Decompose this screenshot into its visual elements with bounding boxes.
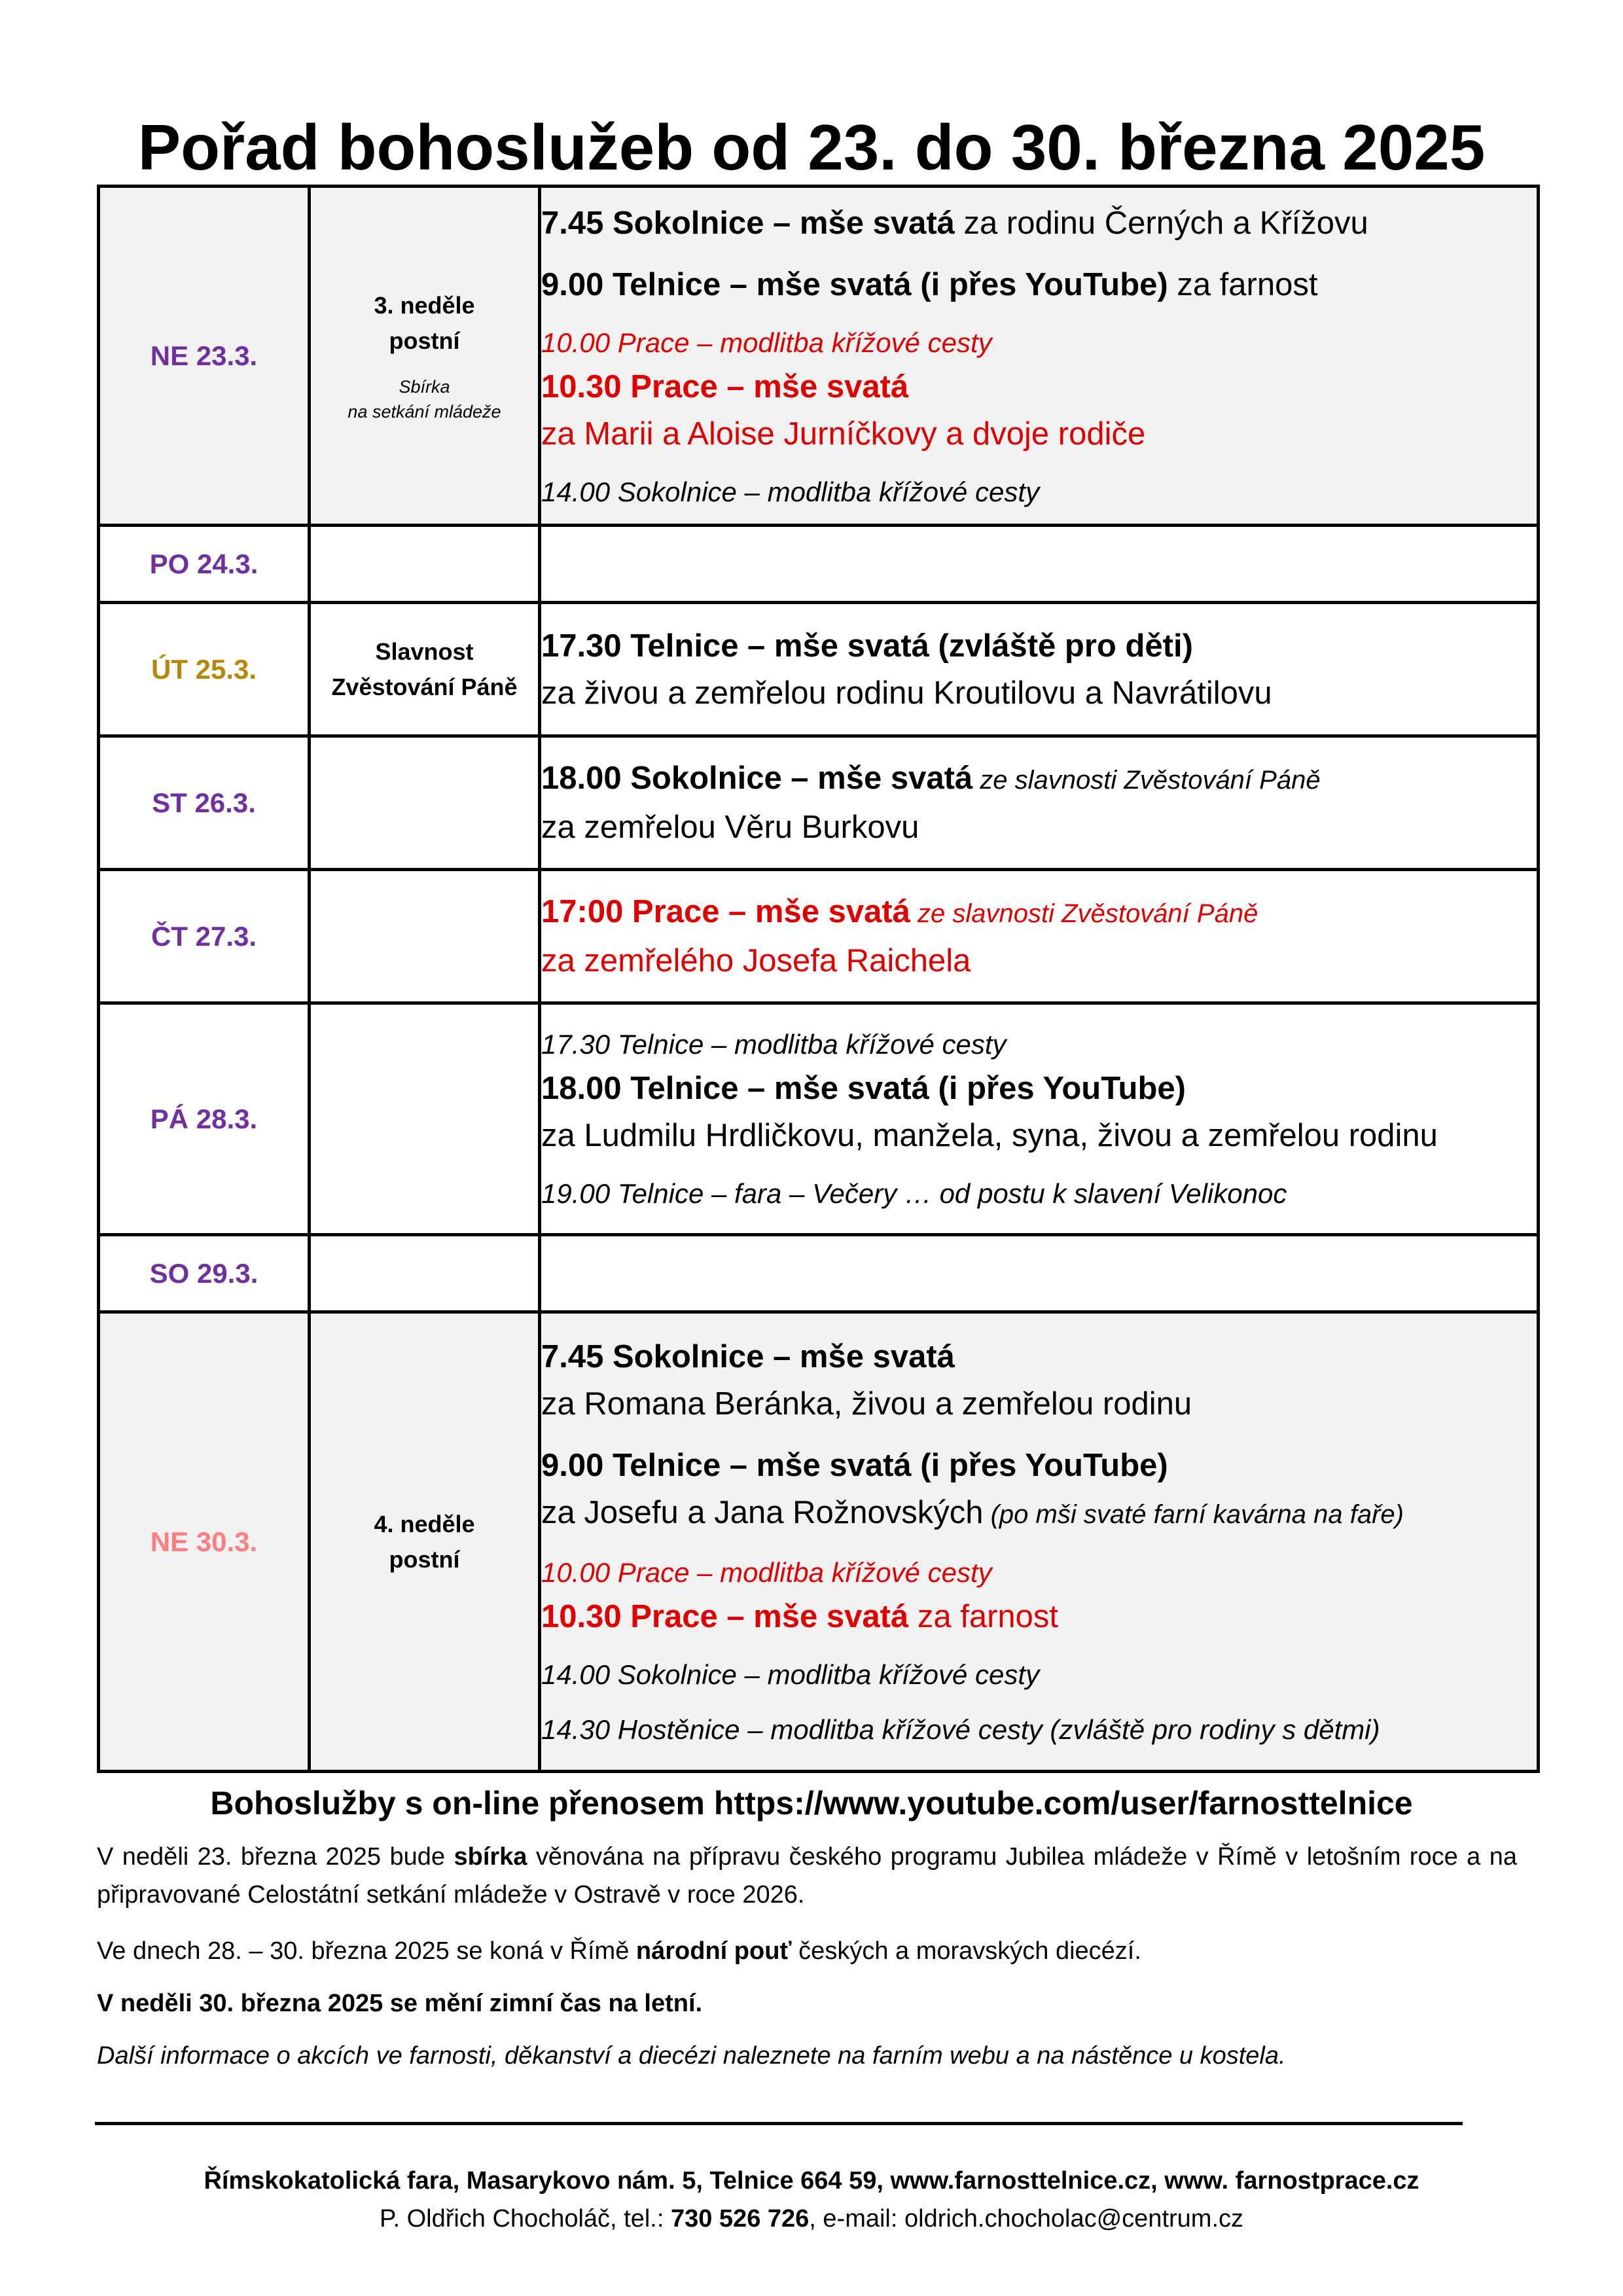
table-row [99,870,1539,1003]
event-line: za Ludmilu Hrdličkovu, manžela, syna, živou a zemřelou rodinu [541,1117,1438,1153]
event-line: 19.00 Telnice – fara – Večery … od postu k slavení Velikonoc [541,1177,1287,1209]
notice-paragraph: Další informace o akcích ve farnosti, děkanství a diecézi naleznete na farním webu a na nástěnce u kostela. [97,2042,1286,2070]
day-cell: ÚT 25.3. [99,603,310,736]
event-line: 17.30 Telnice – mše svatá (zvláště pro děti) [541,628,1193,664]
event-line: 17.30 Telnice – modlitba křížové cesty [541,1028,1007,1060]
events-cell [540,1003,1539,1235]
events-cell [540,603,1539,736]
event-line: 10.30 Prace – mše svatá za farnost [541,1599,1059,1634]
event-line: 7.45 Sokolnice – mše svatá [541,1339,955,1374]
event-line: 9.00 Telnice – mše svatá (i přes YouTube) [541,1448,1168,1483]
day-cell: ST 26.3. [99,736,310,870]
event-line: 18.00 Sokolnice – mše svatá ze slavnosti Zvěstování Páně [541,761,1321,796]
events-cell [540,187,1539,526]
online-broadcast-link[interactable]: Bohoslužby s on-line přenosem https://www.youtube.com/user/farnosttelnice [210,1785,1413,1821]
event-line: za Romana Beránka, živou a zemřelou rodinu [541,1386,1192,1422]
day-cell: NE 23.3. [99,187,310,526]
event-line: 17:00 Prace – mše svatá ze slavnosti Zvěstování Páně [541,894,1258,929]
events-cell [540,870,1539,1003]
table-row [99,526,1539,603]
table-row [99,736,1539,870]
feast-name: Zvěstování Páně [331,673,518,700]
event-line: za Josefu a Jana Rožnovských (po mši svaté farní kavárna na faře) [541,1495,1404,1530]
page-title: Pořad bohoslužeb od 23. do 30. března 2025 [137,111,1486,183]
feast-cell [310,603,540,736]
feast-cell [310,1312,540,1772]
table-row [99,1312,1539,1772]
event-line: 9.00 Telnice – mše svatá (i přes YouTube) za farnost [541,266,1318,302]
notice-paragraph: V neděli 23. března 2025 bude sbírka věnována na přípravu českého programu Jubilea mládeže v Římě v letošním roce a na připravované Celostátní setkání mládeže v Ostravě v roce 2026. [97,1843,1517,1909]
collection-note: na setkání mládeže [348,401,501,422]
collection-note: Sbírka [399,376,450,397]
notice-paragraph: Ve dnech 28. – 30. března 2025 se koná v Římě národní pouť českých a moravských diecézí. [97,1937,1141,1965]
events-cell [540,736,1539,870]
event-line: za živou a zemřelou rodinu Kroutilovu a Navrátilovu [541,675,1272,711]
divider [95,2122,1463,2125]
table-row [99,187,1539,526]
day-cell: SO 29.3. [99,1235,310,1312]
events-cell [540,1312,1539,1772]
event-line: za Marii a Aloise Jurníčkovy a dvoje rodiče [541,416,1146,452]
event-line: za zemřelého Josefa Raichela [541,943,971,978]
feast-name: Slavnost [375,637,474,665]
table-row [99,1003,1539,1235]
feast-cell [310,187,540,526]
footer-address: Římskokatolická fara, Masarykovo nám. 5, Telnice 664 59, www.farnosttelnice.cz, www. farnostprace.cz [204,2167,1419,2195]
day-cell: ČT 27.3. [99,870,310,1003]
event-line: 7.45 Sokolnice – mše svatá za rodinu Černých a Křížovu [541,205,1368,241]
event-line: za zemřelou Věru Burkovu [541,810,919,845]
event-line: 10.00 Prace – modlitba křížové cesty [541,1557,992,1588]
event-line: 14.00 Sokolnice – modlitba křížové cesty [541,476,1040,507]
day-cell: PO 24.3. [99,526,310,603]
footer-contact: P. Oldřich Chocholáč, tel.: 730 526 726, e-mail: oldrich.chocholac@centrum.cz [380,2205,1243,2233]
feast-name: postní [389,1545,460,1573]
event-line: 10.30 Prace – mše svatá [541,368,909,404]
feast-name: postní [389,327,460,354]
table-row [99,1235,1539,1312]
table-row [99,603,1539,736]
notice-paragraph: V neděli 30. března 2025 se mění zimní čas na letní. [97,1990,703,2017]
event-line: 14.30 Hostěnice – modlitba křížové cesty (zvláště pro rodiny s dětmi) [541,1714,1380,1745]
event-line: 18.00 Telnice – mše svatá (i přes YouTube) [541,1070,1186,1106]
event-line: 14.00 Sokolnice – modlitba křížové cesty [541,1659,1040,1690]
feast-name: 4. neděle [374,1510,475,1537]
day-cell: NE 30.3. [99,1312,310,1772]
feast-name: 3. neděle [374,291,475,319]
event-line: 10.00 Prace – modlitba křížové cesty [541,327,992,358]
day-cell: PÁ 28.3. [99,1003,310,1235]
schedule-table [97,185,1540,1773]
